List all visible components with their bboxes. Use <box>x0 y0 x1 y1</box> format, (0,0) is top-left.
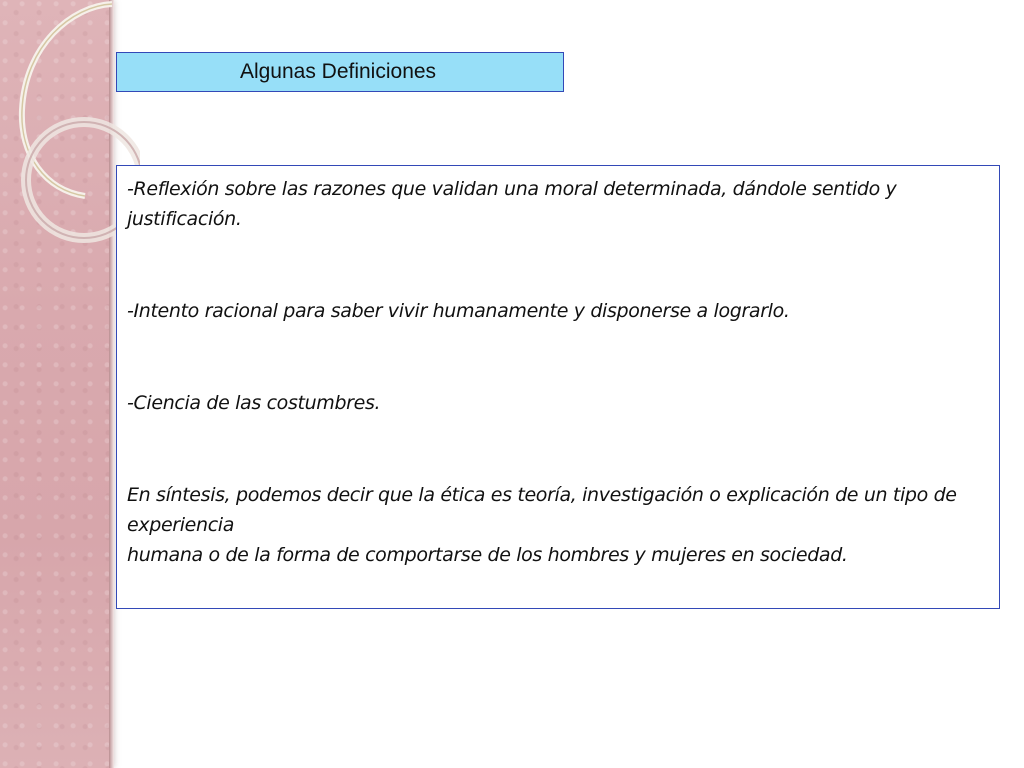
definition-1-line-1: -Reflexión sobre las razones que validan una moral determinada, dándole sentido y <box>127 178 897 200</box>
title-box <box>116 52 564 92</box>
definition-2 <box>127 296 987 326</box>
definition-1 <box>127 174 987 234</box>
large-ring-arc <box>22 4 112 196</box>
definition-1-line-2: justificación. <box>127 208 242 230</box>
definitions-box <box>116 165 1000 609</box>
definition-3-line-1: -Ciencia de las costumbres. <box>127 392 381 414</box>
slide-title: Algunas Definiciones <box>239 60 437 83</box>
summary-line-1: En síntesis, podemos decir que la ética es teoría, investigación o explicación de un tipo de <box>127 484 957 506</box>
summary-line-3: humana o de la forma de comportarse de los hombres y mujeres en sociedad. <box>127 544 848 566</box>
definition-2-line-1: -Intento racional para saber vivir humanamente y disponerse a lograrlo. <box>127 300 790 322</box>
summary-line-2: experiencia <box>127 514 235 536</box>
definition-3 <box>127 388 987 418</box>
summary <box>127 480 989 570</box>
